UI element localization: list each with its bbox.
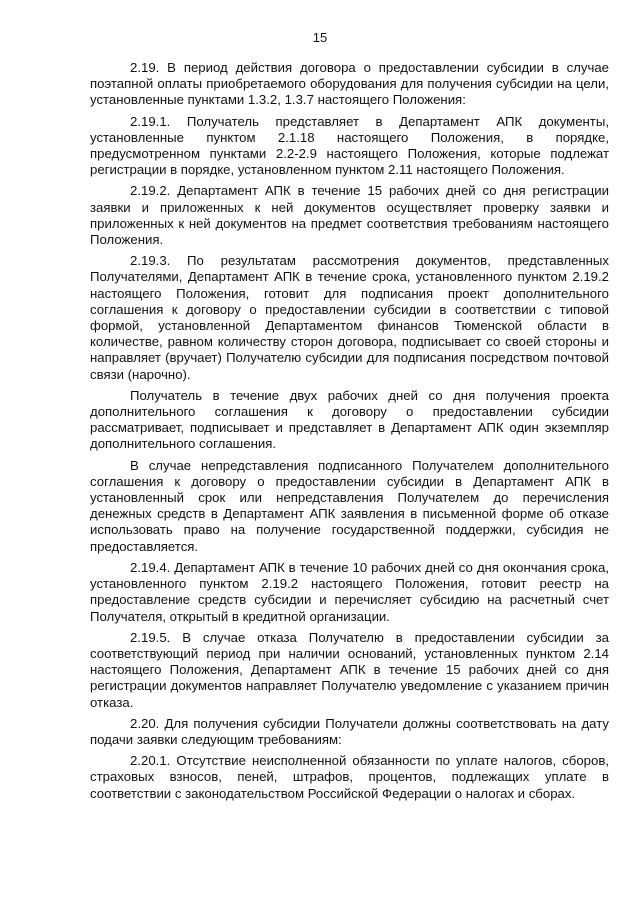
paragraph-2-19: 2.19. В период действия договора о предоставлении субсидии в случае поэтапной оплаты приобретаемого оборудования для получения субсидии на цели, установленные пунктами 1.3.2, 1.3.7 настоящего Положения: — [90, 60, 609, 108]
paragraph-2-19-1: 2.19.1. Получатель представляет в Департамент АПК документы, установленные пунктом 2.1.18 настоящего Положения, в порядке, предусмотренном пунктами 2.2-2.9 настоящего Положения, которые подлежат регистрации в порядке, установленном пунктом 2.11 настоящего Положения. — [90, 113, 609, 178]
document-body — [90, 60, 609, 807]
paragraph-2-19-5: 2.19.5. В случае отказа Получателю в предоставлении субсидии за соответствующий период при наличии оснований, установленных пунктом 2.14 настоящего Положения, Департамент АПК в течение 15 рабочих дней со дня регистрации документов направляет Получателю уведомление с указанием причин отказа. — [90, 629, 609, 710]
paragraph-recipient-review: Получатель в течение двух рабочих дней со дня получения проекта дополнительного соглашения к договору о предоставлении субсидии рассматривает, подписывает и представляет в Департамент АПК один экземпляр дополнительного соглашения. — [90, 387, 609, 452]
paragraph-2-20-1: 2.20.1. Отсутствие неисполненной обязанности по уплате налогов, сборов, страховых взносов, пеней, штрафов, процентов, подлежащих уплате в соответствии с законодательством Российской Федерации о налогах и сборах. — [90, 753, 609, 801]
page-number: 15 — [312, 30, 328, 45]
paragraph-2-19-4: 2.19.4. Департамент АПК в течение 10 рабочих дней со дня окончания срока, установленного пунктом 2.19.2 настоящего Положения, готовит реестр на предоставление средств субсидии и перечисляет субсидию на расчетный счет Получателя, открытый в кредитной организации. — [90, 559, 609, 624]
paragraph-2-19-3: 2.19.3. По результатам рассмотрения документов, представленных Получателями, Департамент АПК в течение срока, установленного пунктом 2.19.2 настоящего Положения, готовит для подписания проект дополнительного соглашения к договору о предоставлении субсидии в соответствии с типовой формой, установленной Департаментом финансов Тюменской области в количестве, равном количеству сторон договора, подписывает со своей стороны и направляет (вручает) Получателю субсидии для подписания посредством почтовой связи (нарочно). — [90, 253, 609, 382]
paragraph-2-20: 2.20. Для получения субсидии Получатели должны соответствовать на дату подачи заявки следующим требованиям: — [90, 715, 609, 747]
paragraph-2-19-2: 2.19.2. Департамент АПК в течение 15 рабочих дней со дня регистрации заявки и приложенных к ней документов осуществляет проверку заявки и приложенных к ней документов на предмет соответствия требованиям настоящего Положения. — [90, 183, 609, 248]
paragraph-non-submission: В случае непредставления подписанного Получателем дополнительного соглашения к договору о предоставлении субсидии в Департамент АПК в установленный срок или непредставления Получателем до перечисления денежных средств в Департамент АПК заявления в письменной форме об отказе использовать право на получение государственной поддержки, субсидия не предоставляется. — [90, 457, 609, 554]
